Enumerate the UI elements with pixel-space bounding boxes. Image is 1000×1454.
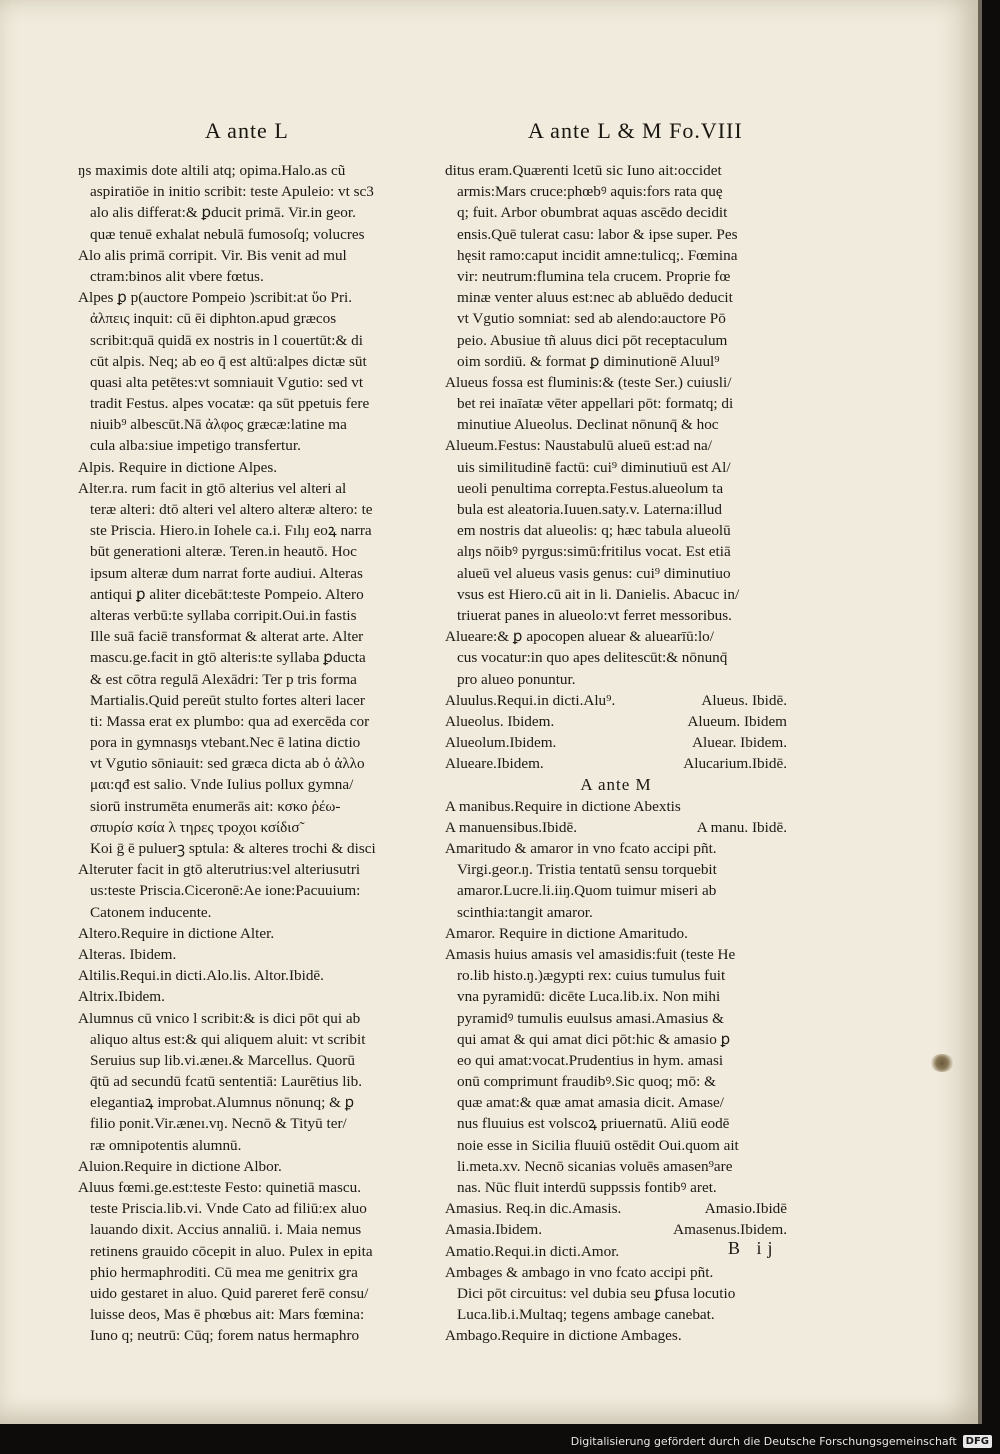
text-line: A manibus.Require in dictione Abextis [445, 797, 681, 815]
text-line: vir: neutrum:flumina tela crucem. Proprie fœ [457, 267, 731, 285]
text-line: scinthia:tangit amaror. [457, 903, 593, 921]
text-line: aspiratiōe in initio scribit: teste Apuleio: vt sc3 [90, 183, 374, 201]
text-line: antiqui ꝑ aliter dicebāt:teste Pompeio. Altero [90, 585, 364, 603]
text-line: pro alueo ponuntur. [457, 670, 576, 688]
text-line: ctram:binos alit vbere fœtus. [90, 267, 264, 285]
text-line: us:teste Priscia.Ciceronē:Ae ione:Pacuuium: [90, 882, 361, 900]
index-entry: Amasius. Req.in dic.Amasis. [445, 1200, 622, 1218]
text-line: Alteras. Ibidem. [78, 945, 177, 963]
page-edge [978, 0, 982, 1424]
text-line: Amasis huius amasis vel amasidis:fuit (teste He [445, 945, 736, 963]
text-line: Alpes ꝑ p(auctore Pompeio )scribit:at ὕο Pri. [78, 289, 353, 307]
text-line: Koi ḡ ē puluerꝫ sptula: & alteres trochi & disci [90, 840, 376, 857]
text-line: tradit Festus. alpes vocatæ: qa sūt ppetuis fere [90, 395, 370, 413]
text-line: minutiue Alueolus. Declinat nōnunq̄ & hoc [457, 416, 719, 434]
text-line: ste Priscia. Hiero.in Iohele ca.i. Fılıȷ eoꝝ narra [90, 522, 372, 540]
text-line: retinens grauido cōcepit in aluo. Pulex in epita [90, 1242, 373, 1260]
text-line: uido gestaret in aluo. Quid pareret ferē consu/ [90, 1284, 369, 1302]
text-line: aliquo altus est:& qui aliquem aluit: vt scribit [90, 1030, 366, 1048]
section-head: A ante M [580, 775, 652, 795]
index-pair [445, 753, 787, 774]
text-line: σπυρίσ κσία λ τηρες τροχοι κσίδισ̃ [90, 818, 300, 836]
text-line: Aluion.Require in dictione Albor. [78, 1157, 282, 1175]
text-line: Amaror. Require in dictione Amaritudo. [445, 924, 688, 942]
text-line: pyramidꝰ tumulis euulsus amasi.Amasius & [457, 1009, 724, 1027]
text-line: quæ amat:& quæ amat amasia dicit. Amase/ [457, 1094, 724, 1112]
text-line: Altilis.Requi.in dicti.Alo.lis. Altor.Ibidē. [78, 967, 324, 985]
text-line: Virgi.geor.ŋ. Tristia tentatū sensu torquebit [457, 861, 717, 879]
text-line: Aluus fœmi.ge.est:teste Festo: quinetiā mascu. [78, 1179, 362, 1196]
index-entry: A manuensibus.Ibidē. [445, 818, 578, 836]
text-line: quæ tenuē exhalat nebulā fumosoſq; volucres [90, 225, 365, 243]
text-line: li.meta.xv. Necnō sicanias voluēs amasen⁹are [457, 1157, 733, 1175]
text-line: onū comprimunt fraudibꝰ.Sic quoq; mō: & [457, 1073, 716, 1091]
index-pair [445, 690, 787, 711]
index-entry: Alucarium.Ibidē. [683, 755, 787, 773]
text-line: Amaritudo & amaror in vno fcato accipi pñt. [445, 840, 717, 857]
text-line: vsus est Hiero.cū ait in li. Danielis. Abacuc in/ [457, 585, 740, 603]
text-line: alteras verbū:te syllaba corripit.Oui.in fastis [90, 606, 357, 624]
text-line: filio ponit.Vir.æneı.vŋ. Necnō & Tityū ter/ [90, 1115, 347, 1133]
text-line: oim sordiū. & format ꝑ diminutionē Aluul⁹ [457, 352, 720, 370]
right-column [445, 160, 787, 1347]
text-line: bula est aleatoria.Iuuen.saty.v. Laterna:illud [457, 501, 722, 518]
text-line: alueū vel alueus vasis genus: cui⁹ diminutiuo [457, 564, 731, 582]
index-entry: Aluear. Ibidem. [692, 734, 787, 752]
signature-mark: B ij [728, 1238, 779, 1258]
index-entry: Aluulus.Requi.in dicti.Alu⁹. [445, 691, 616, 709]
text-line: mascu.ge.facit in gtō alteris:te syllaba ꝑducta [90, 649, 366, 667]
left-column [78, 160, 438, 1347]
text-line: Martialis.Quid pereūt stulto fortes alteri lacer [90, 691, 365, 709]
text-line: cūt alpis. Neq; ab eo q̄ est altū:alpes dictæ sūt [90, 352, 367, 370]
text-line: Alpis. Require in dictione Alpes. [78, 458, 278, 476]
running-head-right: A ante L & M Fo.VIII [528, 118, 743, 143]
text-line: μαι:qđ est salio. Vnde Iulius pollux gymna/ [90, 776, 354, 794]
text-line: Altrix.Ibidem. [78, 988, 165, 1006]
text-line: ŋs maximis dote altili atq; opima.Halo.as cũ [78, 162, 346, 179]
index-entry: A manu. Ibidē. [696, 818, 787, 836]
index-pair [445, 732, 787, 753]
text-line: ditus eram.Quærenti lcetū sic Iuno ait:occidet [445, 162, 722, 179]
text-line: Alter.ra. rum facit in gtō alterius vel alteri al [78, 479, 347, 497]
text-line: Alueus fossa est fluminis:& (teste Ser.) cuiusli/ [445, 373, 732, 391]
text-line: Luca.lib.i.Multaq; tegens ambage canebat. [457, 1306, 715, 1324]
text-line: scribit:quā quidā ex nostris in l couertūt:& di [90, 331, 363, 349]
text-line: siorū instrumēta enumerās ait: κσκο ῥέω- [90, 797, 341, 815]
footer-credit [571, 1435, 992, 1448]
index-entry: Amasia.Ibidem. [445, 1221, 543, 1239]
text-line: q̄tū ad secundū fcatū sententiā: Laurētius lib. [90, 1073, 363, 1091]
text-line: ræ omnipotentis alumnū. [90, 1136, 242, 1154]
text-line: alŋs nōibꝰ pyrgus:simū:fritilus vocat. Est etiā [457, 543, 731, 561]
text-line: ensis.Quē tulerat casu: labor & ipse super. Pes [457, 225, 738, 243]
text-line: Alo alis primā corripit. Vir. Bis venit ad mul [78, 246, 347, 264]
index-entry: Alueolus. Ibidem. [445, 712, 555, 730]
text-line: ti: Massa erat ex plumbo: qua ad exercēda cor [90, 712, 370, 730]
text-line: Altero.Require in dictione Alter. [78, 924, 275, 942]
text-line: pora in gymnasŋs vtebant.Nec ē latina dictio [90, 734, 361, 752]
text-line: Alteruter facit in gtō alterutrius:vel alteriusutri [78, 861, 361, 879]
text-line: Alumnus cū vnico l scribit:& is dici pōt qui ab [78, 1009, 361, 1027]
dfg-logo: DFG [963, 1435, 992, 1448]
text-line: q; fuit. Arbor obumbrat aquas ascēdo decidit [457, 204, 728, 222]
footer-text: Digitalisierung gefördert durch die Deutsche Forschungsgemeinschaft [570, 1435, 957, 1448]
text-line: ἀλπεις inquit: cū ēi diphton.apud græcos [90, 310, 337, 328]
index-entry: Alueare.Ibidem. [445, 755, 544, 773]
text-line: bet rei inaīatæ vēter appellari pōt: formatq; di [457, 395, 734, 413]
text-line: em nostris dat alueolis: q; hæc tabula alueolū [457, 522, 731, 540]
text-line: Amatio.Requi.in dicti.Amor. [445, 1242, 620, 1260]
text-line: Ambago.Require in dictione Ambages. [445, 1327, 682, 1345]
text-line: hęsit ramo:caput incidit amne:tulicq;. Fœmina [457, 246, 738, 264]
text-line: lauando dixit. Accius annaliū. i. Maia nemus [90, 1221, 362, 1239]
ink-blot [930, 1054, 954, 1072]
text-line: teræ alteri: dtō alteri vel altero alteræ altero: te [90, 501, 373, 518]
text-line: nas. Nūc fluit interdū suppssis fontibꝰ aret. [457, 1179, 717, 1196]
text-line: phio hermaphroditi. Cū mea me genitrix gra [90, 1263, 358, 1281]
text-line: peio. Abusiue tñ aluus dici pōt receptaculum [457, 331, 728, 349]
index-pair [445, 817, 787, 838]
text-line: Seruius sup lib.vi.æneı.& Marcellus. Quorū [90, 1051, 355, 1069]
text-line: vt Vgutio sōniauit: sed græca dicta ab ὁ ἀλλο [90, 755, 365, 773]
text-line: uis similitudinē factū: cui⁹ diminutiuū est Al/ [457, 458, 731, 476]
text-line: Ambages & ambago in vno fcato accipi pñt. [445, 1263, 714, 1281]
running-head-left: A ante L [205, 118, 289, 143]
text-line: alo alis differat:& ꝑducit primā. Vir.in geor. [90, 204, 356, 222]
text-line: & est cōtra regulā Alexādri: Ter p tris forma [90, 670, 357, 688]
text-line: Dici pōt circuitus: vel dubia seu ꝑfusa locutio [457, 1284, 736, 1302]
text-line: niuib⁹ albescūt.Nā ἀλφος græcæ:latine ma [90, 416, 347, 434]
index-pair [445, 1198, 787, 1219]
text-line: nus fluuius est volscoꝝ priuernatū. Aliū eodē [457, 1115, 730, 1133]
text-line: noie esse in Sicilia fluuiū ostēdit Oui.quom ait [457, 1136, 739, 1154]
text-line: vna pyramidū: dicēte Luca.lib.ix. Non mihi [457, 988, 721, 1006]
text-line: ipsum alteræ dum narrat forte audiui. Alteras [90, 564, 363, 582]
text-line: teste Priscia.lib.vi. Vnde Cato ad filiū:ex aluo [90, 1200, 367, 1218]
text-line: ro.lib histo.ŋ.)ægypti rex: cuius tumulus fuit [457, 967, 726, 985]
text-line: Catonem inducente. [90, 903, 212, 921]
text-line: Alueum.Festus: Naustabulū alueū est:ad na/ [445, 437, 712, 455]
text-line: Ille suā faciē transformat & alterat arte. Alter [90, 628, 364, 646]
text-line: triuerat panes in alueolo:vt ferret messoribus. [457, 606, 732, 624]
text-line: cula alba:siue impetigo transfertur. [90, 437, 301, 455]
text-line: cus vocatur:in quo apes delitescūt:& nōnunq̄ [457, 649, 728, 667]
index-entry: Amasenus.Ibidem. [673, 1221, 787, 1239]
text-line: Alueare:& ꝑ apocopen aluear & aluearīū:lo/ [445, 628, 714, 646]
text-line: ueoli penultima correpta.Festus.alueolum ta [457, 479, 724, 497]
text-line: luisse deos, Mas ē phœbus ait: Mars fœmina: [90, 1306, 365, 1324]
text-line: minæ venter aluus est:nec ab abluēdo deducit [457, 289, 733, 307]
text-line: vt Vgutio somniat: sed ab alendo:auctore Pō [457, 310, 726, 328]
text-line: armis:Mars cruce:phœbꝰ aquis:fors rata quę [457, 183, 723, 201]
index-entry: Amasio.Ibidē [704, 1200, 787, 1218]
index-pair [445, 711, 787, 732]
text-line: qui amat & qui amat dici pōt:hic & amasio ꝑ [457, 1030, 731, 1048]
index-entry: Alueus. Ibidē. [701, 691, 787, 709]
text-line: elegantiaꝝ improbat.Alumnus nōnunq; & ꝑ [90, 1094, 355, 1112]
text-line: amaror.Lucre.li.iiŋ.Quom tuimur miseri ab [457, 882, 717, 900]
text-line: būt generationi alteræ. Teren.in heautō. Hoc [90, 543, 357, 561]
index-entry: Alueum. Ibidem [687, 712, 787, 730]
index-entry: Alueolum.Ibidem. [445, 734, 557, 752]
text-line: Iuno q; neutrū: Cūq; forem natus hermaphro [90, 1327, 360, 1345]
text-line: eo qui amat:vocat.Prudentius in hym. amasi [457, 1051, 724, 1069]
text-line: quasi alta petētes:vt somniauit Vgutio: sed vt [90, 373, 364, 391]
